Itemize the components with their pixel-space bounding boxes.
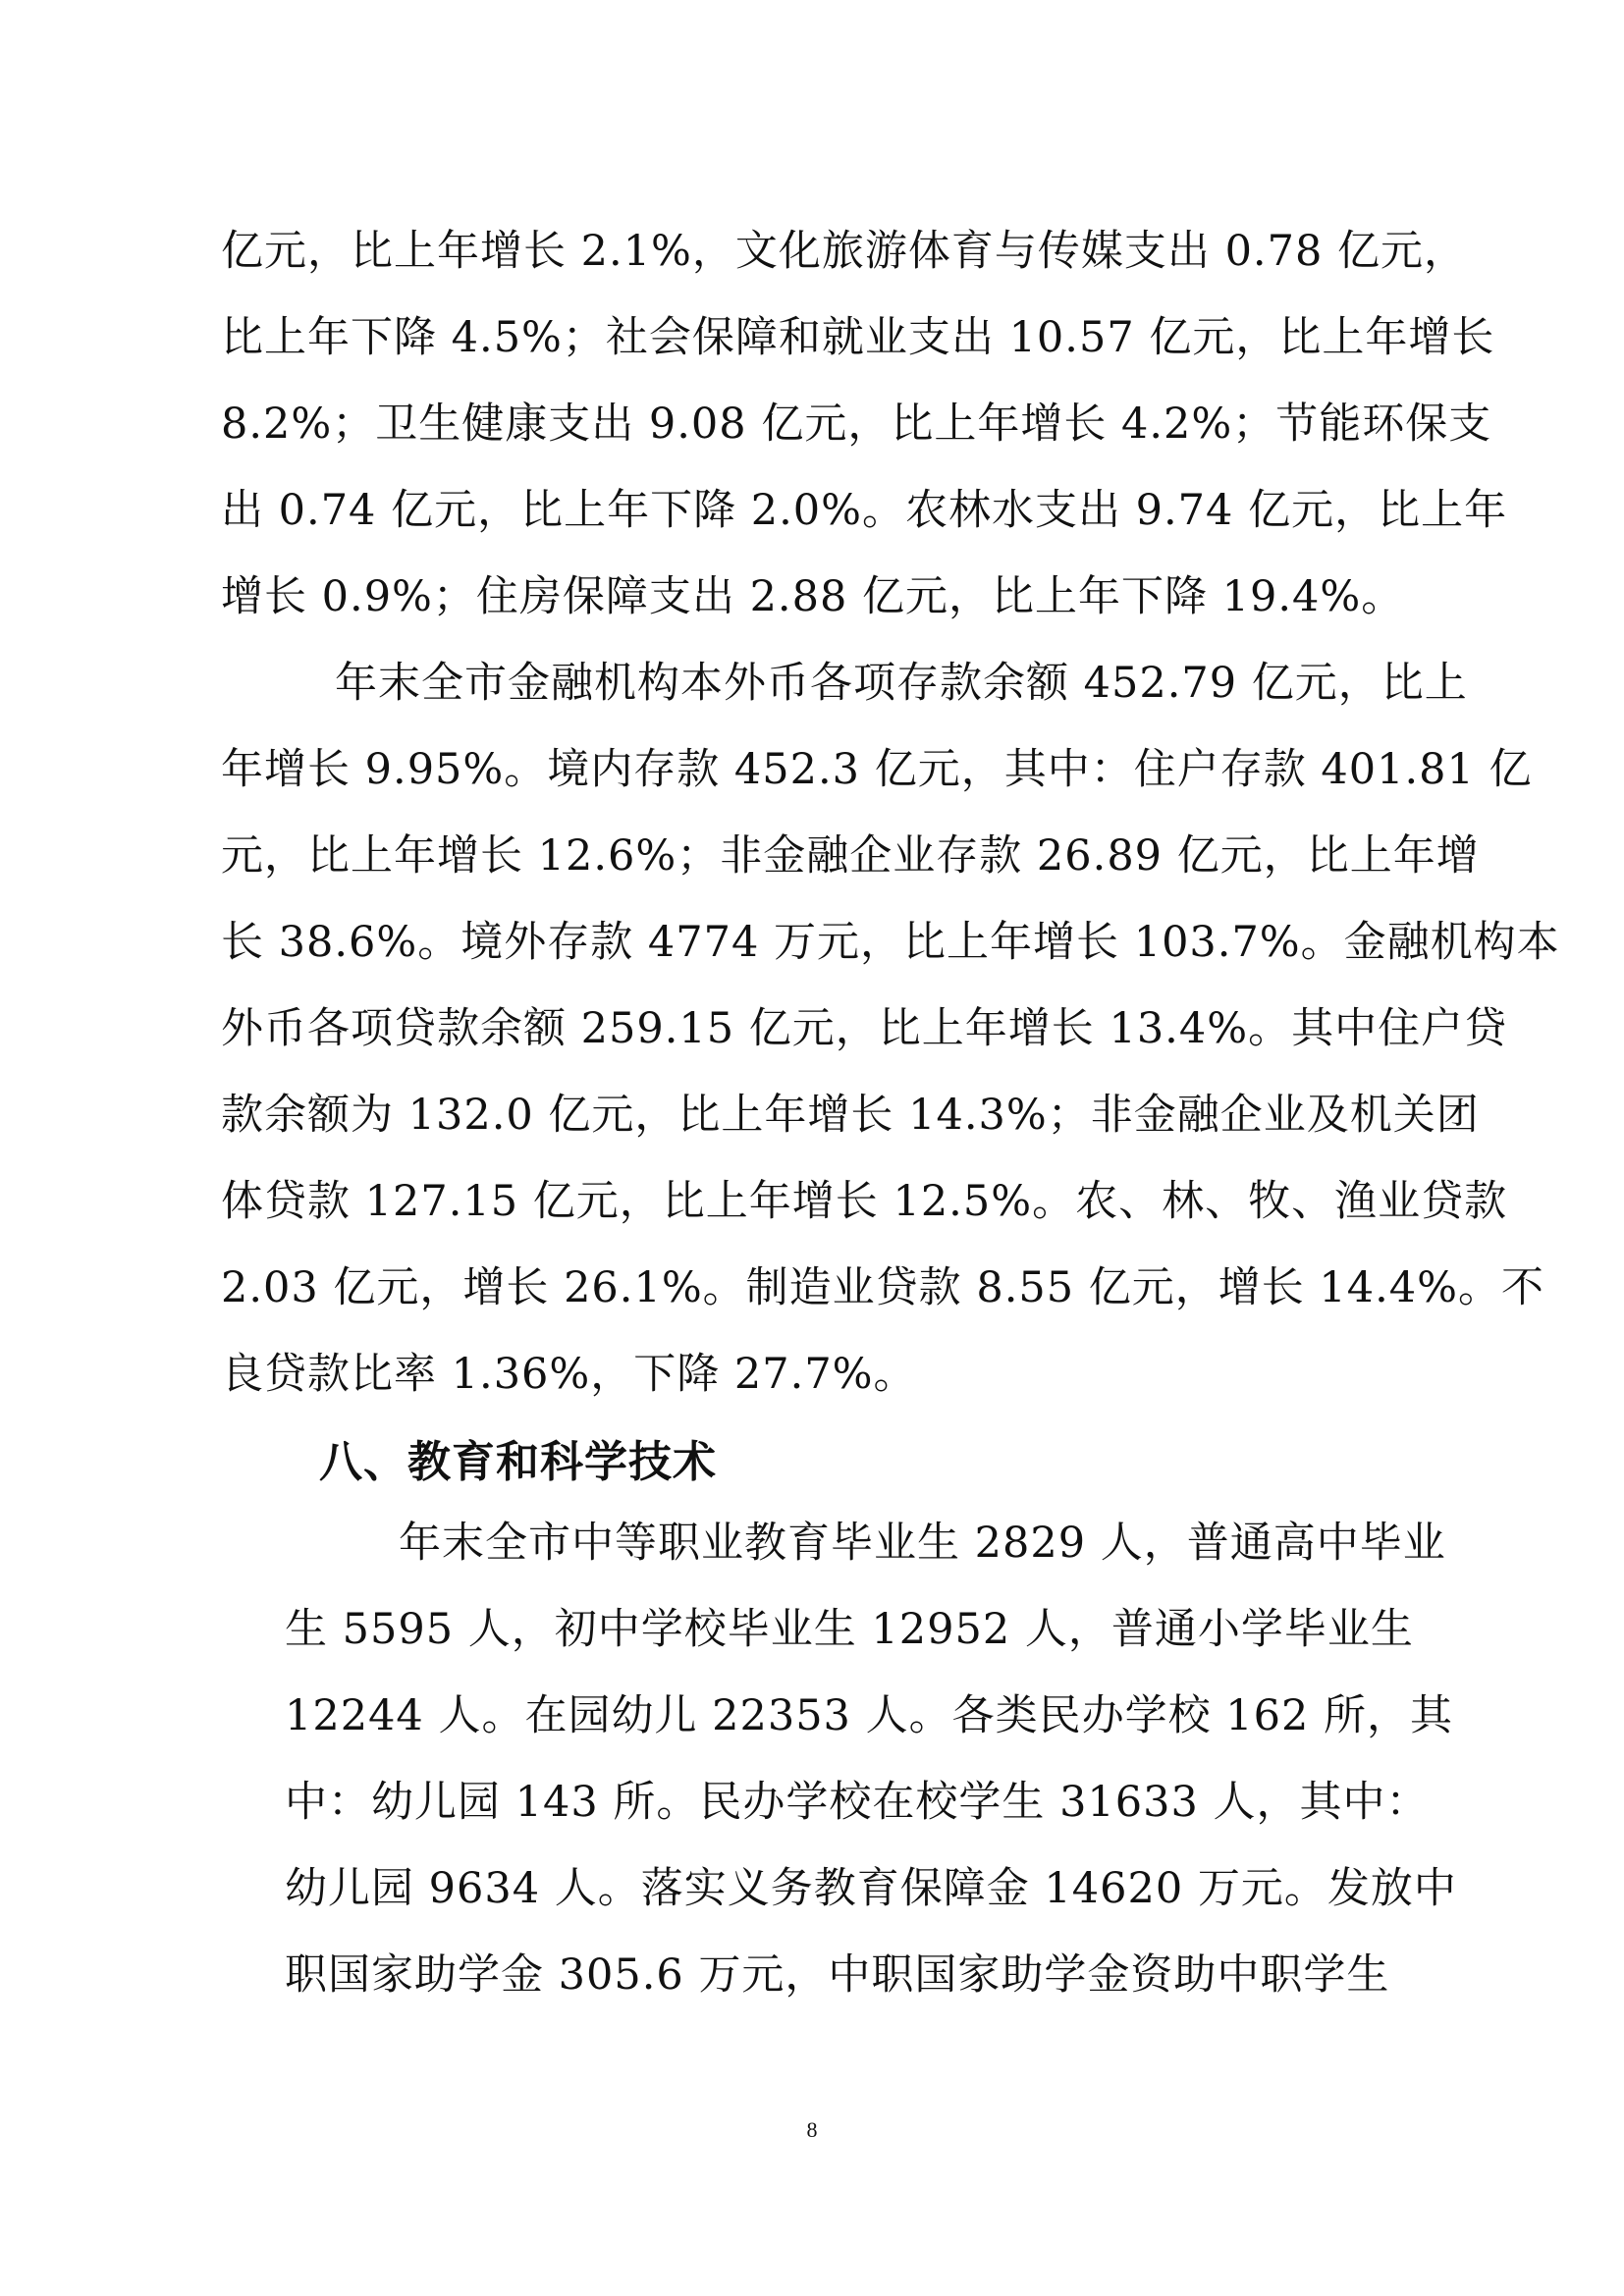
text-line: 2.03 亿元，增长 26.1%。制造业贷款 8.55 亿元，增长 14.4%。不 [221,1263,1545,1312]
text-line: 款余额为 132.0 亿元，比上年增长 14.3%；非金融企业及机关团 [221,1091,1480,1140]
section-heading: 八、教育和科学技术 [319,1437,717,1487]
paragraph-finance-deposits-loans [221,640,1560,1417]
text-line: 出 0.74 亿元，比上年下降 2.0%。农林水支出 9.74 亿元，比上年 [221,486,1508,535]
paragraph-fiscal-expenditure [221,208,1508,640]
text-line: 年末全市中等职业教育毕业生 2829 人，普通高中毕业 [399,1519,1446,1568]
text-line: 体贷款 127.15 亿元，比上年增长 12.5%。农、林、牧、渔业贷款 [221,1177,1508,1226]
text-line: 良贷款比率 1.36%，下降 27.7%。 [221,1350,917,1399]
page-number: 8 [806,2117,818,2142]
text-line: 幼儿园 9634 人。落实义务教育保障金 14620 万元。发放中 [285,1864,1457,1913]
text-line: 8.2%；卫生健康支出 9.08 亿元，比上年增长 4.2%；节能环保支 [221,400,1492,449]
text-line: 比上年下降 4.5%；社会保障和就业支出 10.57 亿元，比上年增长 [221,313,1495,362]
text-line: 12244 人。在园幼儿 22353 人。各类民办学校 162 所，其 [285,1691,1453,1740]
text-line: 元，比上年增长 12.6%；非金融企业存款 26.89 亿元，比上年增 [221,831,1480,881]
text-line: 增长 0.9%；住房保障支出 2.88 亿元，比上年下降 19.4%。 [221,572,1405,621]
text-line: 生 5595 人，初中学校毕业生 12952 人，普通小学毕业生 [285,1605,1414,1654]
text-line: 年末全市金融机构本外币各项存款余额 452.79 亿元，比上 [335,659,1468,708]
paragraph-education [285,1500,1457,2018]
text-line: 亿元，比上年增长 2.1%，文化旅游体育与传媒支出 0.78 亿元， [221,227,1467,276]
text-line: 中：幼儿园 143 所。民办学校在校学生 31633 人，其中： [285,1778,1430,1827]
text-line: 职国家助学金 305.6 万元，中职国家助学金资助中职学生 [285,1950,1390,2000]
text-line: 长 38.6%。境外存款 4774 万元，比上年增长 103.7%。金融机构本 [221,918,1560,967]
text-line: 年增长 9.95%。境内存款 452.3 亿元，其中：住户存款 401.81 亿 [221,745,1533,794]
text-line: 外币各项贷款余额 259.15 亿元，比上年增长 13.4%。其中住户贷 [221,1004,1508,1053]
